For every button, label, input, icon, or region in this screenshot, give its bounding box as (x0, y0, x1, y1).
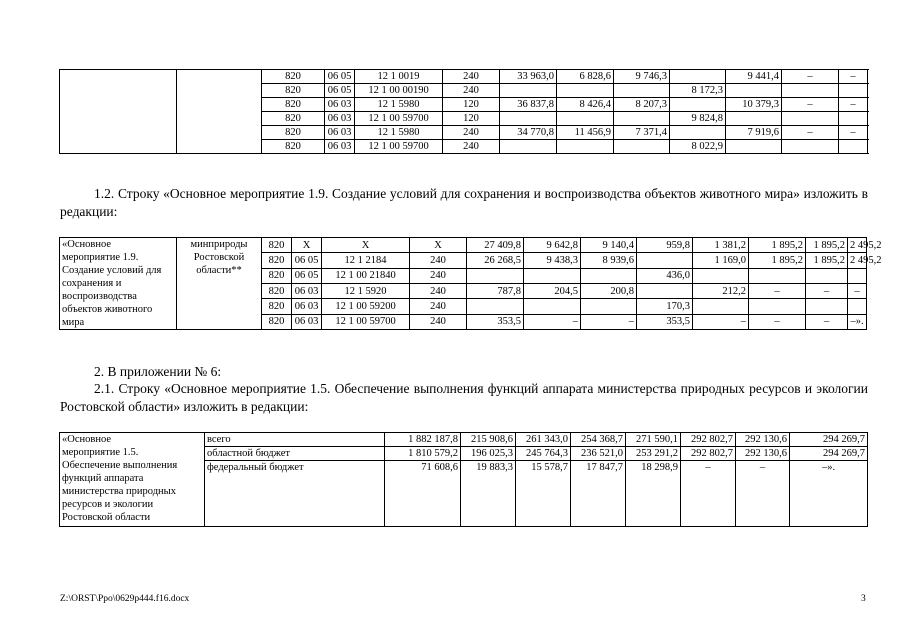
table-cell: 7 371,4 (614, 126, 670, 140)
table-cell: 294 269,7 (790, 447, 868, 461)
table-cell (614, 84, 670, 98)
table-cell: 292 802,7 (681, 447, 736, 461)
table-cell: 820 (262, 84, 325, 98)
table-cell: 06 03 (292, 299, 322, 314)
table-cell: 820 (262, 283, 292, 298)
table-cell: 12 1 00 59700 (355, 140, 443, 154)
table-cell: 820 (262, 253, 292, 268)
table-cell: 34 770,8 (500, 126, 557, 140)
table-cell: 820 (262, 140, 325, 154)
table-cell: 06 05 (292, 268, 322, 283)
table-cell: 1 169,0 (693, 253, 749, 268)
table-cell: 12 1 5980 (355, 126, 443, 140)
table-cell: –». (790, 461, 868, 527)
table-cell: 9 438,3 (524, 253, 581, 268)
table-cell: 120 (443, 98, 500, 112)
table-cell: 820 (262, 299, 292, 314)
table-cell (726, 112, 782, 126)
table-cell: – (736, 461, 790, 527)
table-cell (670, 70, 726, 84)
table-cell: –». (848, 314, 867, 329)
table-cell: 06 03 (292, 314, 322, 329)
table-cell (726, 140, 782, 154)
table-cell: 240 (410, 253, 467, 268)
table-cell (670, 126, 726, 140)
table-row (60, 433, 868, 447)
table-cell: 1 810 579,2 (385, 447, 461, 461)
paragraph-2-1: 2.1. Строку «Основное мероприятие 1.5. Обеспечение выполнения функций аппарата министерства природных ресурсов и экологии Ростовской области» изложить в редакции: (60, 381, 868, 414)
table-measure-1-5 (59, 432, 868, 527)
footer-file-path: Z:\ORST\Ppo\0629p444.f16.docx (60, 594, 190, 604)
table-cell: – (749, 283, 806, 298)
table-cell (782, 112, 839, 126)
table-cell: 1 882 187,8 (385, 433, 461, 447)
table-cell: 292 130,6 (736, 447, 790, 461)
table-cell: 1 895,2 (749, 253, 806, 268)
table-cell: 26 268,5 (467, 253, 524, 268)
table-cell: 06 03 (325, 98, 355, 112)
table-cell: 12 1 5980 (355, 98, 443, 112)
table-cell: 33 963,0 (500, 70, 557, 84)
table-cell: 9 642,8 (524, 238, 581, 253)
measure-name-cell (60, 433, 205, 527)
table-cell: – (693, 314, 749, 329)
table-cell: 240 (443, 70, 500, 84)
table-cell: 240 (443, 126, 500, 140)
cell-text-line: министерства природных (62, 486, 176, 497)
table-cell: 236 521,0 (571, 447, 626, 461)
table-cell: 353,5 (467, 314, 524, 329)
table-cell (524, 299, 581, 314)
table-cell: 12 1 00 59200 (322, 299, 410, 314)
table-cell: 240 (410, 299, 467, 314)
table-cell: 15 578,7 (516, 461, 571, 527)
table-cell (500, 84, 557, 98)
table-cell: 8 207,3 (614, 98, 670, 112)
table-cell (614, 140, 670, 154)
funding-source-cell: всего (205, 433, 385, 447)
table-cell: 9 824,8 (670, 112, 726, 126)
table-cell (500, 140, 557, 154)
table-cell: – (839, 70, 868, 84)
table-cell: 06 05 (325, 70, 355, 84)
table-cell: 06 03 (292, 283, 322, 298)
table-cell: 240 (443, 84, 500, 98)
table-cell: 353,5 (637, 314, 693, 329)
table-cell: 436,0 (637, 268, 693, 283)
funding-source-cell: федеральный бюджет (205, 461, 385, 527)
table-cell: 261 343,0 (516, 433, 571, 447)
table-cell (500, 112, 557, 126)
table-cell: 8 426,4 (557, 98, 614, 112)
table-cell: 196 025,3 (461, 447, 516, 461)
table-cell: 120 (443, 112, 500, 126)
paragraph-2: 2. В приложении № 6: (94, 364, 222, 379)
table-cell: – (581, 314, 637, 329)
table-cell: 2 495,2 (848, 253, 867, 268)
table-cell (637, 283, 693, 298)
table-cell: 200,8 (581, 283, 637, 298)
table-cell (749, 268, 806, 283)
table-cell: – (806, 314, 848, 329)
cell-text-line: мира (62, 317, 85, 328)
table-cell: 215 908,6 (461, 433, 516, 447)
table-cell: 8 939,6 (581, 253, 637, 268)
table-cell: 1 895,2 (806, 253, 848, 268)
table-cell (848, 268, 867, 283)
cell-text-line: минприроды (190, 239, 248, 250)
table-cell: 12 1 00 59700 (322, 314, 410, 329)
table-cell: 9 140,4 (581, 238, 637, 253)
table-cell: 292 130,6 (736, 433, 790, 447)
table-cell: 9 441,4 (726, 70, 782, 84)
table-cell: – (782, 98, 839, 112)
table-cell: 2 495,2 (848, 238, 867, 253)
table-cell: 06 05 (325, 84, 355, 98)
table-cell: 204,5 (524, 283, 581, 298)
table-cell: 18 298,9 (626, 461, 681, 527)
table-cell: 294 269,7 (790, 433, 868, 447)
table-cell: Х (292, 238, 322, 253)
cell-text-line: ресурсов и экологии (62, 499, 154, 510)
measure-name-cell (60, 238, 177, 330)
table-cell (839, 140, 868, 154)
table-cell: – (806, 283, 848, 298)
table-cell (557, 112, 614, 126)
table-cell: 820 (262, 314, 292, 329)
table-cell (806, 268, 848, 283)
table-cell: 7 919,6 (726, 126, 782, 140)
cell-text-line: Создание условий для (62, 265, 162, 276)
table-cell: – (782, 126, 839, 140)
table-cell: 6 828,6 (557, 70, 614, 84)
table-cell: 253 291,2 (626, 447, 681, 461)
table-cell: 12 1 5920 (322, 283, 410, 298)
table-continued-rows (59, 69, 868, 154)
table-cell: 36 837,8 (500, 98, 557, 112)
table-cell (693, 268, 749, 283)
cell-text-line: «Основное (62, 239, 111, 250)
table-cell (557, 140, 614, 154)
footer-page-number: 3 (861, 594, 866, 604)
table-cell (467, 299, 524, 314)
cell-text-line: функций аппарата (62, 473, 144, 484)
table-cell: – (839, 98, 868, 112)
table-cell: 06 03 (325, 140, 355, 154)
table-cell: 245 764,3 (516, 447, 571, 461)
table-cell: 292 802,7 (681, 433, 736, 447)
table-cell: 17 847,7 (571, 461, 626, 527)
table-cell: 820 (262, 98, 325, 112)
table-cell: 820 (262, 126, 325, 140)
table-cell (749, 299, 806, 314)
table-cell: 820 (262, 238, 292, 253)
table-cell: 12 1 2184 (322, 253, 410, 268)
funding-source-cell: областной бюджет (205, 447, 385, 461)
table-cell: 19 883,3 (461, 461, 516, 527)
table-cell (848, 299, 867, 314)
table-measure-1-9 (59, 237, 882, 330)
table-cell: Х (410, 238, 467, 253)
cell-text-line: Ростовской области (62, 512, 151, 523)
table-cell: 240 (410, 283, 467, 298)
cell-text-line: мероприятие 1.5. (62, 447, 139, 458)
cell-text-line: воспроизводства (62, 291, 137, 302)
table-cell: 8 172,3 (670, 84, 726, 98)
table-cell (782, 84, 839, 98)
table-cell: 240 (410, 314, 467, 329)
table-cell: 254 368,7 (571, 433, 626, 447)
table-cell: 820 (262, 112, 325, 126)
table-cell: 820 (262, 268, 292, 283)
table-cell: 240 (410, 268, 467, 283)
name-cell (60, 70, 177, 154)
cell-text-line: области** (196, 265, 242, 276)
table-cell: 959,8 (637, 238, 693, 253)
table-cell: – (524, 314, 581, 329)
table-cell (581, 268, 637, 283)
table-cell: 1 895,2 (749, 238, 806, 253)
table-cell: 12 1 00 59700 (355, 112, 443, 126)
table-cell: 12 1 00 21840 (322, 268, 410, 283)
table-cell: 71 608,6 (385, 461, 461, 527)
table-cell: 820 (262, 70, 325, 84)
table-cell: – (848, 283, 867, 298)
table-cell: 06 05 (292, 253, 322, 268)
table-cell (614, 112, 670, 126)
table-cell: 212,2 (693, 283, 749, 298)
table-cell: 11 456,9 (557, 126, 614, 140)
table-cell: – (782, 70, 839, 84)
table-cell (557, 84, 614, 98)
table-cell (670, 98, 726, 112)
table-cell: 9 746,3 (614, 70, 670, 84)
table-cell: 1 895,2 (806, 238, 848, 253)
table-cell: Х (322, 238, 410, 253)
table-cell (806, 299, 848, 314)
cell-text-line: Обеспечение выполнения (62, 460, 178, 471)
table-cell (524, 268, 581, 283)
table-cell (839, 112, 868, 126)
executor-cell (177, 238, 262, 330)
table-cell: 27 409,8 (467, 238, 524, 253)
table-cell: – (749, 314, 806, 329)
table-cell (782, 140, 839, 154)
table-cell (467, 268, 524, 283)
cell-text-line: Ростовской (193, 252, 245, 263)
table-row (60, 70, 868, 84)
table-cell: 170,3 (637, 299, 693, 314)
table-row (60, 238, 867, 253)
table-cell: – (839, 126, 868, 140)
cell-text-line: мероприятие 1.9. (62, 252, 139, 263)
table-cell: 12 1 00 00190 (355, 84, 443, 98)
table-cell: 1 381,2 (693, 238, 749, 253)
cell-text-line: сохранения и (62, 278, 122, 289)
table-cell: 06 03 (325, 112, 355, 126)
table-cell (637, 253, 693, 268)
paragraph-1-2: 1.2. Строку «Основное мероприятие 1.9. Создание условий для сохранения и воспроизводства объектов животного мира» изложить в редакции: (60, 186, 868, 219)
executor-cell (177, 70, 262, 154)
table-cell: 10 379,3 (726, 98, 782, 112)
table-cell (581, 299, 637, 314)
table-cell: 12 1 0019 (355, 70, 443, 84)
table-cell: 8 022,9 (670, 140, 726, 154)
table-cell (839, 84, 868, 98)
table-cell (693, 299, 749, 314)
cell-text-line: объектов животного (62, 304, 153, 315)
table-cell: 271 590,1 (626, 433, 681, 447)
cell-text-line: «Основное (62, 434, 111, 445)
table-cell: 06 03 (325, 126, 355, 140)
table-cell: – (681, 461, 736, 527)
table-cell: 787,8 (467, 283, 524, 298)
table-cell: 240 (443, 140, 500, 154)
table-cell (726, 84, 782, 98)
